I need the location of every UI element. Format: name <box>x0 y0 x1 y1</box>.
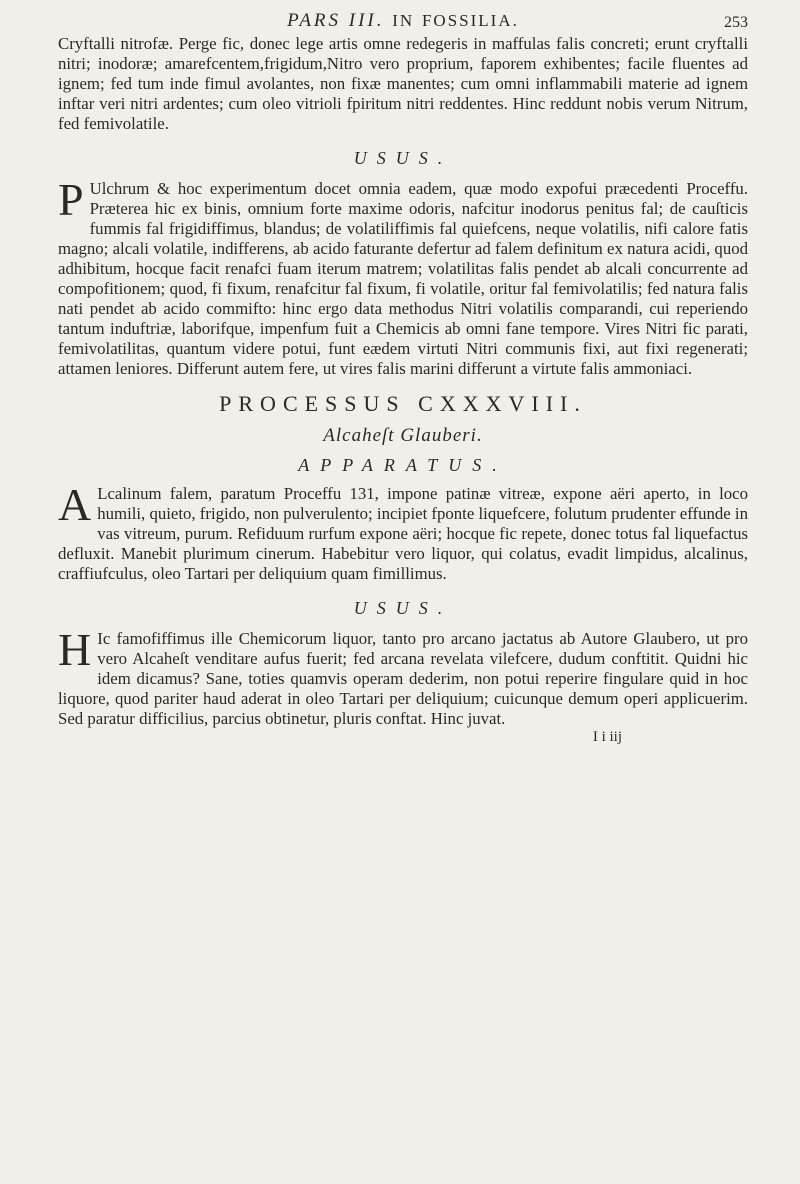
running-head-section: FOSSILIA. <box>421 11 519 30</box>
page-number: 253 <box>724 14 748 31</box>
dropcap-p: P <box>58 174 84 225</box>
usus-heading-1: USUS. <box>353 148 453 168</box>
dropcap-a: A <box>58 479 92 530</box>
apparatus-heading: APPARATUS. <box>298 455 508 475</box>
usus-paragraph-1 <box>58 174 748 379</box>
signature-mark: I i iij <box>592 729 622 745</box>
running-head <box>58 8 748 34</box>
dropcap-h: H <box>58 624 92 675</box>
processus-heading: PROCESSUS CXXXVIII. <box>219 391 587 416</box>
usus-paragraph-2 <box>58 624 748 729</box>
running-head-part: PARS III. <box>287 10 385 31</box>
usus-heading-2: USUS. <box>353 598 453 618</box>
apparatus-paragraph <box>58 479 748 584</box>
running-head-in: IN <box>392 11 415 30</box>
apparatus-paragraph-text: Lcalinum falem, paratum Proceffu 131, impone patinæ vitreæ, expone aëri aperto, in loco humili, quieto, frigido, non pulverulento; incipiet fponte liquefcere, folutum prudenter effunde in vas vitreum, purum. Refiduum rurfum expone aëri; hocque fic repete, donec totus fal liquefactus defluxit. Manebit plurimum cinerum. Habebitur vero liquor, qui colatus, evadit limpidus, alcalinus, craffiufculus, oleo Tartari per deliquium quam fimillimus. <box>58 484 748 583</box>
processus-author: Alcaheſt Glauberi. <box>323 425 483 446</box>
intro-paragraph: Cryftalli nitrofæ. Perge fic, donec lege artis omne redegeris in maffulas falis concreti; erunt cryftalli nitri; inodoræ; amarefcentem,frigidum,Nitro vero proprium, faporem exhibentes; facile fluentes ad ignem; fed tum inde fimul avolantes, non fixæ manentes; cum omni inflammabili materie ad ignem inftar veri nitri ardentes; cum oleo vitrioli fpiritum nitri reddentes. Hinc reddunt nobis verum Nitrum, fed femivolatile. <box>58 34 748 133</box>
usus-paragraph-2-text: Ic famofiffimus ille Chemicorum liquor, tanto pro arcano jactatus ab Autore Glaubero, ut pro vero Alcaheſt venditare aufus fuerit; fed arcana revelata vilefcere, dudum conftitit. Quidni hic idem dicamus? Sane, toties quamvis operam dederim, non potui reperire fingulare quid in hoc liquore, quod pariter haud aderat in oleo Tartari per deliquium; cuicunque demum operi applicuerim. Sed paratur difficilius, parcius obtinetur, pluris conftat. Hinc juvat. <box>58 629 748 728</box>
usus-paragraph-1-text: Ulchrum & hoc experimentum docet omnia eadem, quæ modo expofui præcedenti Proceffu. Præterea hic ex binis, omnium forte maxime odoris, nafcitur inodorus penitus fal; de cauſticis fummis fal frigidiffimus, blandus; de volatiliffimis fal quiefcens, neque volatilis, nifi calore fatis magno; alcali volatile, indifferens, ab acido faturante defertur ad falem definitum ex natura acidi, quod adhibitum, hocque facit renafci fuam iterum matrem; volatilitas falis pendet ab alcali concurrente ad compofitionem; quod, fi fixum, renafcitur fal fixum, fi volatile, oritur fal femivolatilis; fed natura falis nati pendet ab acido commifto: hinc ergo data methodus Nitri volatilis comparandi, cui reperiendo tantum induftriæ, laborifque, impenfum fuit a Chemicis ab omni fane tempore. Vires Nitri fic parati, femivolatilitas, quantum videre potui, funt eædem virtuti Nitri communis fixi, aut fixi regenerati; attamen leniores. Differunt autem fere, ut vires falis marini differunt a virtute falis ammoniaci. <box>58 179 748 378</box>
